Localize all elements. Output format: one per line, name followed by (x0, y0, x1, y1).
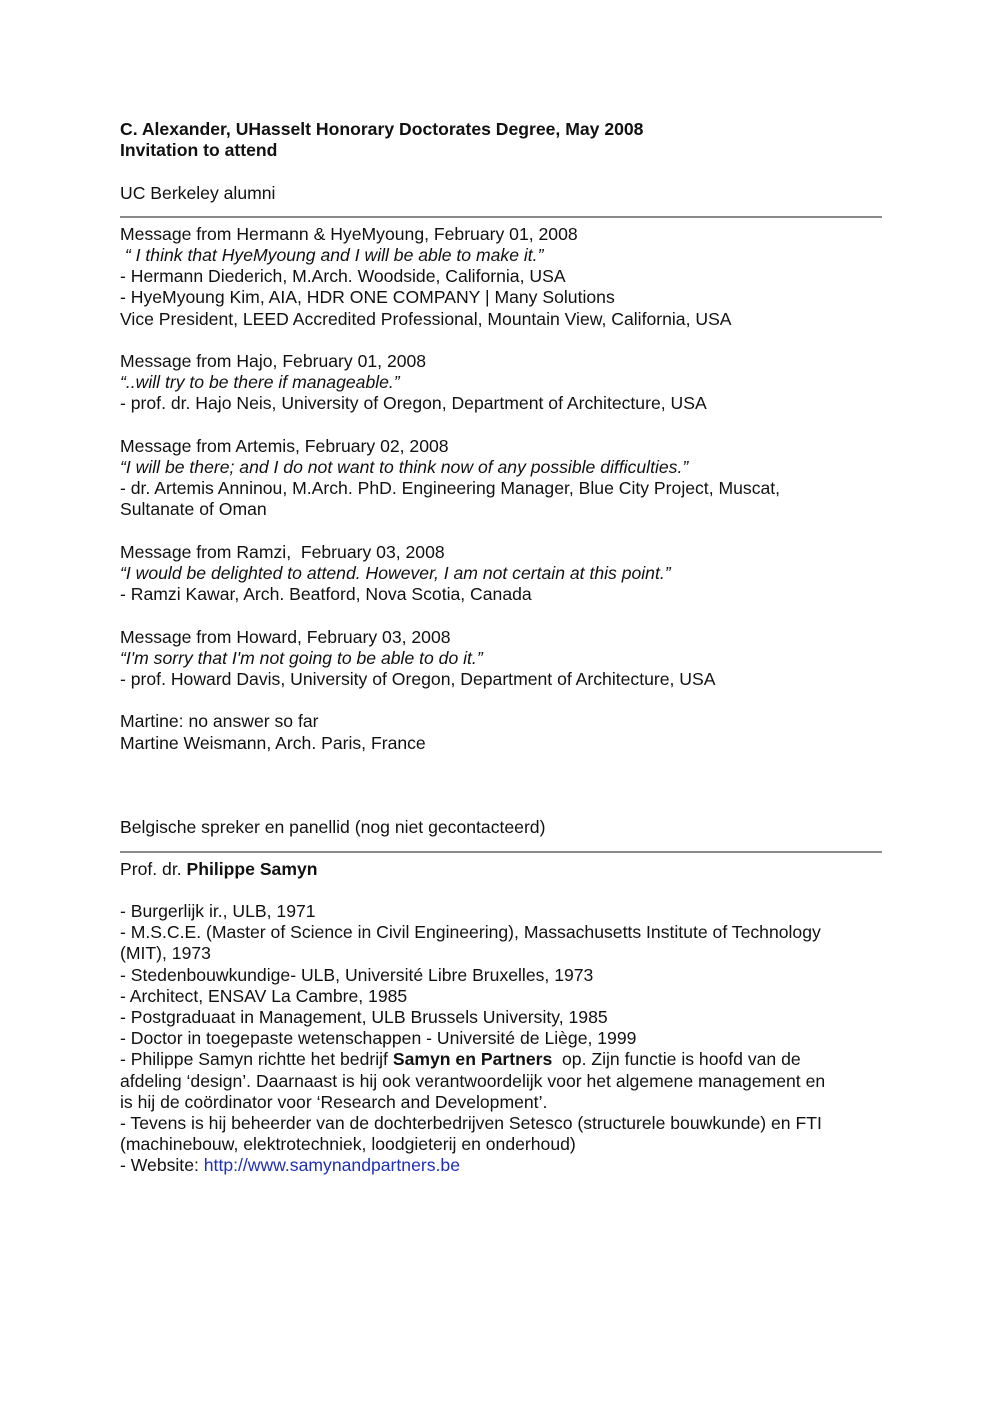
company-line-start: - Philippe Samyn richtte het bedrijf (120, 1049, 393, 1070)
message-block (120, 224, 882, 330)
cv-line: - Doctor in toegepaste wetenschappen - Université de Liège, 1999 (120, 1028, 637, 1049)
message-line: - HyeMyoung Kim, AIA, HDR ONE COMPANY | Many Solutions (120, 287, 615, 308)
message-quote: “I will be there; and I do not want to think now of any possible difficulties.” (120, 457, 689, 477)
message-header: Message from Artemis, February 02, 2008 (120, 435, 449, 456)
company-line (120, 1049, 882, 1070)
message-header: Message from Ramzi, February 03, 2008 (120, 541, 445, 562)
cv-line: - Architect, ENSAV La Cambre, 1985 (120, 985, 408, 1006)
message-line: Sultanate of Oman (120, 499, 267, 520)
message-block (120, 351, 882, 415)
message-line: - Ramzi Kawar, Arch. Beatford, Nova Scotia, Canada (120, 584, 532, 605)
belgian-heading: Belgische spreker en panellid (nog niet gecontacteerd) (120, 817, 546, 838)
message-block (120, 627, 882, 691)
cv-line: is hij de coördinator voor ‘Research and Development’. (120, 1091, 548, 1112)
speaker-name: Philippe Samyn (186, 858, 318, 879)
message-line: - prof. Howard Davis, University of Oregon, Department of Architecture, USA (120, 669, 716, 689)
message-quote: “I'm sorry that I'm not going to be able to do it.” (120, 647, 483, 668)
cv-line: afdeling ‘design’. Daarnaast is hij ook verantwoordelijk voor het algemene management en (120, 1070, 826, 1091)
company-line-end: op. Zijn functie is hoofd van de (552, 1049, 801, 1070)
speaker-cv (120, 901, 882, 1177)
message-line: - Hermann Diederich, M.Arch. Woodside, California, USA (120, 266, 566, 287)
berkeley-heading: UC Berkeley alumni (120, 182, 276, 203)
message-quote: “..will try to be there if manageable.” (120, 372, 400, 393)
message-line: - prof. dr. Hajo Neis, University of Oregon, Department of Architecture, USA (120, 393, 707, 414)
document-title: C. Alexander, UHasselt Honorary Doctorates Degree, May 2008 (120, 119, 644, 139)
message-header: Message from Hermann & HyeMyoung, February 01, 2008 (120, 223, 578, 244)
cv-line: - M.S.C.E. (Master of Science in Civil Engineering), Massachusetts Institute of Technology (120, 922, 821, 943)
cv-line: - Burgerlijk ir., ULB, 1971 (120, 900, 316, 921)
message-block (120, 542, 882, 606)
cv-line: (machinebouw, elektrotechniek, loodgieterij en onderhoud) (120, 1134, 576, 1155)
cv-line: - Tevens is hij beheerder van de dochterbedrijven Setesco (structurele bouwkunde) en FTI (120, 1112, 822, 1133)
message-line: Vice President, LEED Accredited Professional, Mountain View, California, USA (120, 308, 732, 329)
cv-line: - Stedenbouwkundige- ULB, Université Libre Bruxelles, 1973 (120, 964, 594, 985)
message-line: - dr. Artemis Anninou, M.Arch. PhD. Engineering Manager, Blue City Project, Muscat, (120, 478, 781, 499)
message-header: Message from Howard, February 03, 2008 (120, 626, 451, 647)
document-content (120, 119, 882, 1177)
speaker-title: Prof. dr. (120, 858, 187, 879)
company-name: Samyn en Partners (392, 1049, 553, 1070)
speaker-name-line (120, 859, 882, 880)
message-header: Message from Hajo, February 01, 2008 (120, 351, 427, 371)
martine-details: Martine Weismann, Arch. Paris, France (120, 732, 426, 753)
website-line (120, 1155, 882, 1176)
website-link[interactable]: http://www.samynandpartners.be (203, 1155, 460, 1176)
martine-status: Martine: no answer so far (120, 711, 319, 732)
message-quote: “I would be delighted to attend. However, I am not certain at this point.” (120, 563, 671, 583)
message-block (120, 436, 882, 521)
message-quote: “ I think that HyeMyoung and I will be able to make it.” (120, 245, 544, 265)
website-label: - Website: (120, 1155, 204, 1176)
document-subtitle: Invitation to attend (120, 140, 278, 161)
cv-line: - Postgraduaat in Management, ULB Brussels University, 1985 (120, 1006, 608, 1027)
cv-line: (MIT), 1973 (120, 943, 211, 964)
